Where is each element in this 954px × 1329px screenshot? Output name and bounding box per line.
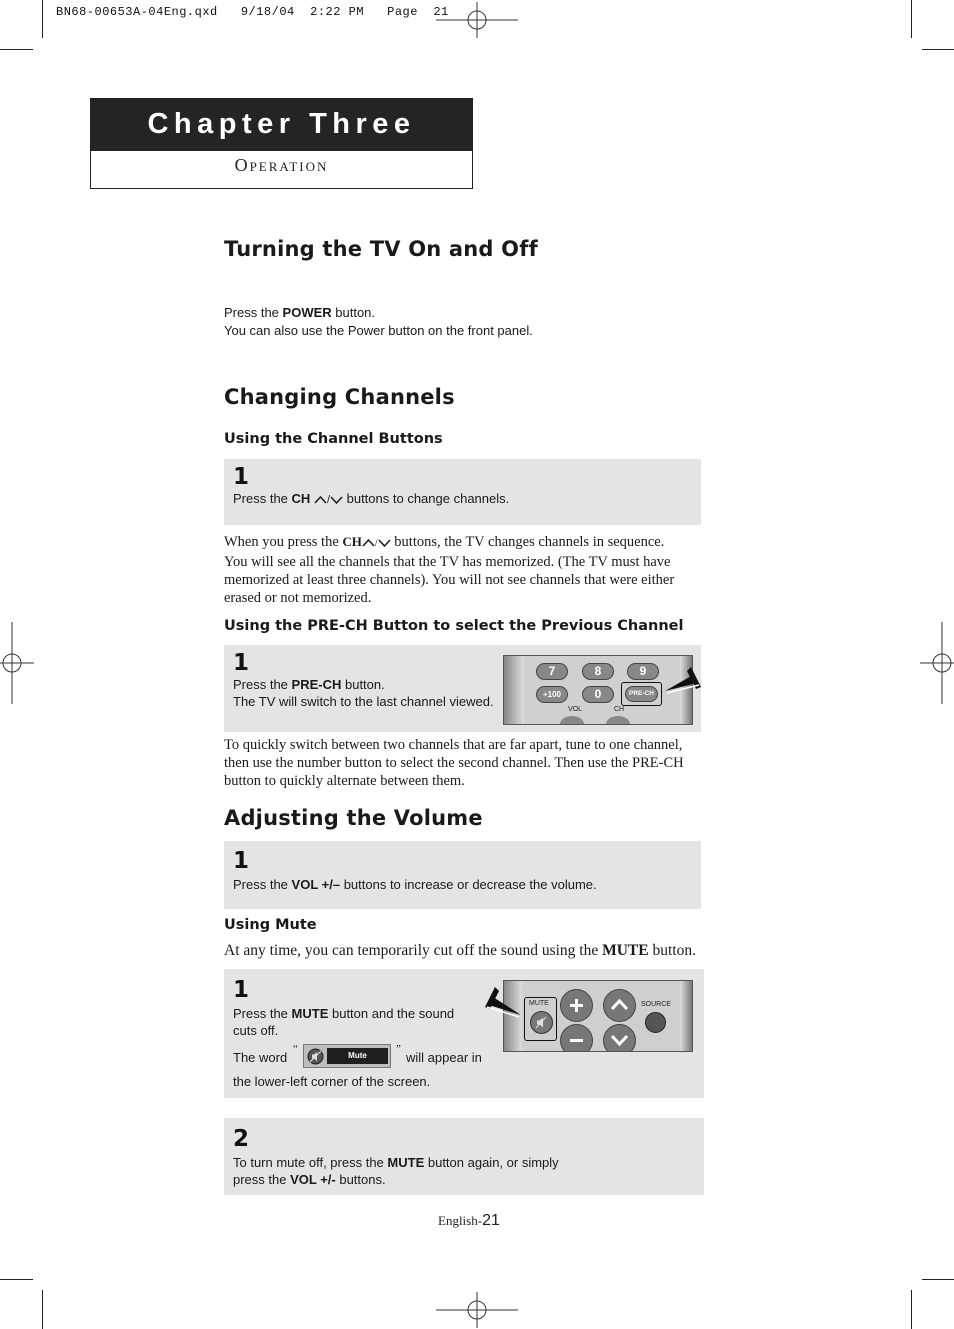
osd-mute-indicator (303, 1044, 391, 1068)
section-heading-channels: Changing Channels (224, 385, 455, 409)
crop-mark (0, 49, 33, 50)
key-pre-ch: PRE-CH (625, 686, 658, 702)
section-heading-volume: Adjusting the Volume (224, 806, 483, 830)
chevron-up-icon (314, 495, 327, 505)
page-footer (438, 1212, 500, 1230)
mute-button-icon (530, 1011, 553, 1034)
key-8: 8 (582, 663, 614, 680)
step-number: 1 (233, 848, 250, 874)
prech-paragraph: To quickly switch between two channels that are far apart, tune to one channel, then use the number button to select the second channel. Then use the PRE-CH button to quickly alternate between them. (224, 737, 684, 789)
crop-mark (911, 1290, 912, 1329)
crop-mark (0, 1279, 33, 1280)
step-text: Press the MUTE button and the sound cuts off. (233, 1006, 455, 1038)
power-keyword: POWER (282, 305, 332, 320)
print-slug: BN68-00653A-04Eng.qxd 9/18/04 2:22 PM Page 21 (56, 5, 449, 19)
remote-illustration-mute (503, 980, 693, 1052)
chapter-subtitle: Operation (234, 155, 329, 175)
section-heading-power: Turning the TV On and Off (224, 237, 538, 261)
step-text: Press the VOL +/– buttons to increase or decrease the volume. (233, 877, 597, 892)
step-number: 1 (233, 464, 250, 490)
crop-mark (922, 1279, 954, 1280)
label-ch: CH (614, 706, 625, 713)
step-number: 2 (233, 1126, 250, 1152)
osd-mute-label: Mute (327, 1048, 388, 1064)
mute-intro: At any time, you can temporarily cut off the sound using the MUTE button. (224, 942, 696, 959)
registration-mark-icon (0, 622, 34, 704)
crop-mark (42, 0, 43, 38)
chapter-title: Chapter Three (91, 99, 472, 151)
chevron-down-icon (378, 538, 391, 548)
power-instructions: Press the POWER button. You can also use the Power button on the front panel. (224, 305, 533, 338)
step-number: 1 (233, 977, 250, 1003)
subheading-pre-ch: Using the PRE-CH Button to select the Previous Channel (224, 618, 684, 634)
step-box (224, 459, 701, 525)
label-vol: VOL (568, 706, 583, 713)
vol-down-icon (560, 1024, 593, 1052)
key-7: 7 (536, 663, 568, 680)
subheading-mute: Using Mute (224, 917, 317, 933)
step-text: To turn mute off, press the MUTE button again, or simply press the VOL +/- buttons. (233, 1155, 559, 1187)
ch-down-icon (603, 1024, 636, 1052)
key-plus100: +100 (536, 686, 568, 703)
label-source: SOURCE (641, 1001, 671, 1008)
subheading-channel-buttons: Using the Channel Buttons (224, 431, 443, 447)
label-mute: MUTE (529, 1000, 549, 1007)
key-9: 9 (627, 663, 659, 680)
pointer-arrow-icon (663, 667, 703, 697)
crop-mark (922, 49, 954, 50)
registration-mark-icon (920, 622, 954, 704)
chevron-up-icon (362, 538, 375, 548)
pointer-arrow-icon (485, 987, 523, 1021)
crop-mark (911, 0, 912, 38)
channel-paragraph: When you press the CH / buttons, the TV changes channels in sequence. You will see all the channels that the TV has memorized. (The TV must have memorized at least three channels). You will not see channels that were either erased or not memorized. (224, 534, 675, 606)
mute-speaker-icon (307, 1048, 324, 1065)
step-box (224, 841, 701, 909)
registration-mark-icon (436, 1292, 518, 1328)
step-box (224, 1118, 704, 1195)
chevron-down-icon (330, 495, 343, 505)
key-0: 0 (582, 686, 614, 703)
page-number: 21 (482, 1212, 500, 1229)
ch-up-icon (603, 989, 636, 1022)
footer-language: English- (438, 1213, 483, 1228)
step-number: 1 (233, 650, 250, 676)
crop-mark (42, 1290, 43, 1329)
step-box: 1 Press the MUTE button and the sound cuts off. The word “ Mute ” will appear in the lower-left corner of the screen. (224, 969, 704, 1098)
step-text: Press the PRE-CH button. The TV will switch to the last channel viewed. (233, 677, 494, 709)
chapter-header (90, 98, 473, 189)
source-button-icon (645, 1012, 666, 1033)
step-text: Press the CH / buttons to change channels. (233, 491, 510, 506)
vol-up-icon (560, 989, 593, 1022)
